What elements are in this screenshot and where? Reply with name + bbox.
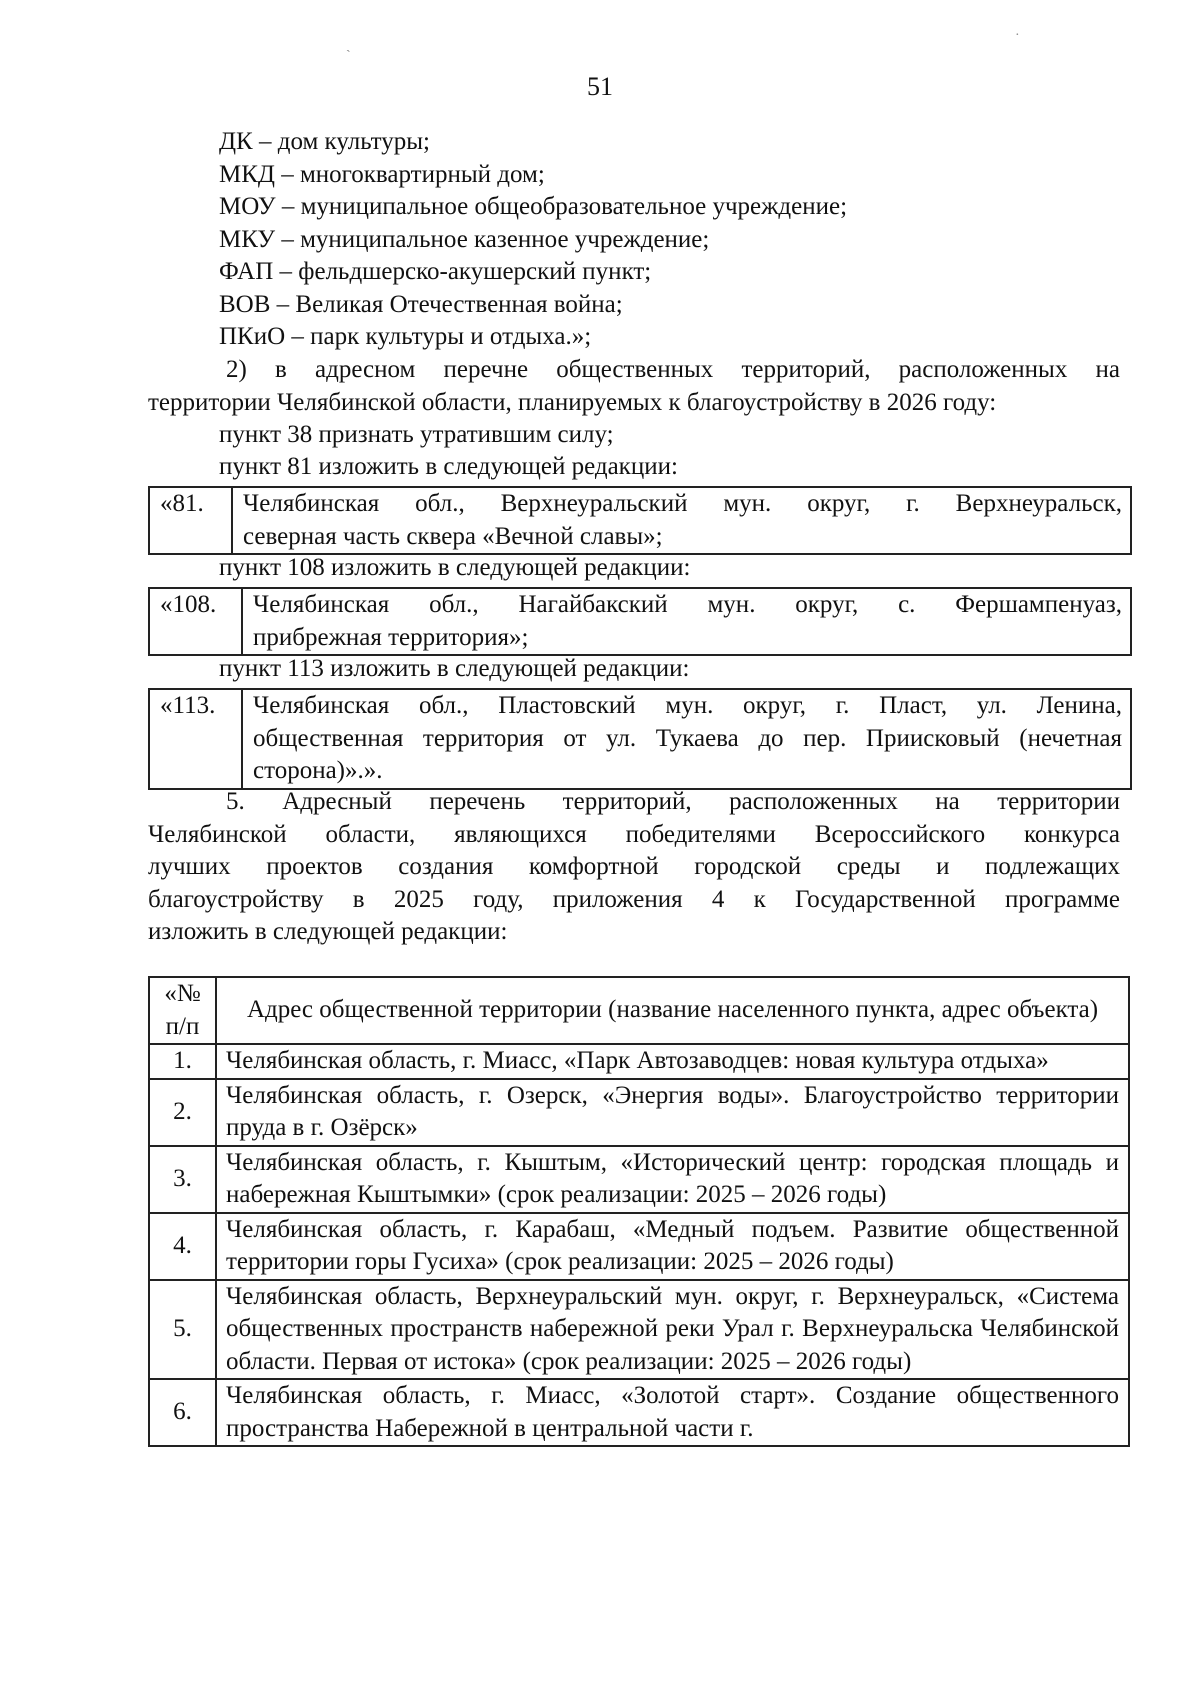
abbreviation-item: МКД – многоквартирный дом;: [219, 160, 545, 188]
header-number-line: п/п: [165, 1012, 200, 1040]
row-address: Челябинская область, г. Миасс, «Золотой старт». Создание общественного пространства Набережной в центральной части г.: [216, 1379, 1129, 1446]
paragraph-line: Челябинской области, являющихся победителями Всероссийского конкурса: [148, 820, 1120, 848]
item-text: [243, 690, 1130, 788]
item-81-intro: пункт 81 изложить в следующей редакции:: [219, 453, 678, 480]
paragraph-line: лучших проектов создания комфортной городской среды и подлежащих: [148, 853, 1120, 880]
item-number: «81.: [150, 488, 233, 553]
table-row: [149, 1280, 1129, 1380]
item-113-intro: пункт 113 изложить в следующей редакции:: [219, 655, 690, 682]
abbreviation-item: ПКиО – парк культуры и отдыха.»;: [219, 323, 592, 350]
table-row: [149, 1146, 1129, 1213]
item-text-line: Челябинская обл., Пластовский мун. округ, г. Пласт, ул. Ленина,: [253, 692, 1122, 719]
row-number: 2.: [149, 1079, 216, 1146]
item-38-text: пункт 38 признать утратившим силу;: [219, 421, 614, 448]
paragraph-line: территории Челябинской области, планируемых к благоустройству в 2026 году:: [148, 388, 997, 416]
scan-speck: ·: [1015, 28, 1020, 43]
paragraph-line: благоустройству в 2025 году, приложения 4 к Государственной программе: [148, 885, 1120, 913]
row-number: 3.: [149, 1146, 216, 1213]
table-header-row: [149, 977, 1129, 1044]
abbreviation-item: ДК – дом культуры;: [219, 128, 430, 155]
table-row: [149, 1044, 1129, 1079]
item-text: [233, 488, 1130, 553]
abbreviation-item: ФАП – фельдшерско-акушерский пункт;: [219, 258, 652, 285]
row-address: Челябинская область, г. Миасс, «Парк Автозаводцев: новая культура отдыха»: [216, 1044, 1129, 1079]
row-number: 4.: [149, 1213, 216, 1280]
abbreviation-item: МКУ – муниципальное казенное учреждение;: [219, 225, 710, 253]
item-108-intro: пункт 108 изложить в следующей редакции:: [219, 554, 691, 581]
item-text-line: северная часть сквера «Вечной славы»;: [243, 522, 663, 550]
row-number: 1.: [149, 1044, 216, 1079]
paragraph-line: 5. Адресный перечень территорий, расположенных на территории: [226, 788, 1120, 815]
header-address-cell: Адрес общественной территории (название населенного пункта, адрес объекта): [216, 977, 1129, 1044]
abbreviation-item: МОУ – муниципальное общеобразовательное учреждение;: [219, 193, 848, 220]
abbreviation-item: ВОВ – Великая Отечественная война;: [219, 290, 623, 318]
item-text-line: общественная территория от ул. Тукаева до пер. Приисковый (нечетная: [253, 724, 1122, 752]
paragraph-line: 2) в адресном перечне общественных территорий, расположенных на: [226, 356, 1120, 383]
table-row: [149, 1379, 1129, 1446]
table-row: [149, 1213, 1129, 1280]
row-number: 5.: [149, 1280, 216, 1380]
abbreviation-list: [219, 126, 847, 354]
replacement-box-113: [148, 688, 1132, 790]
paragraph-5: [148, 786, 1120, 949]
item-number: «108.: [150, 589, 243, 654]
item-text-line: Челябинская обл., Нагайбакский мун. округ, с. Фершампенуаз,: [253, 591, 1122, 618]
replacement-box-81: [148, 486, 1132, 555]
territories-table: [148, 976, 1130, 1447]
page-number: 51: [587, 72, 613, 101]
item-number: «113.: [150, 690, 243, 788]
item-text-line: сторона)».».: [253, 757, 383, 784]
paragraph-line: изложить в следующей редакции:: [148, 918, 508, 945]
row-address: Челябинская область, г. Карабаш, «Медный подъем. Развитие общественной территории горы Гусиха» (срок реализации: 2025 – 2026 годы): [216, 1213, 1129, 1280]
paragraph-2: [148, 354, 1120, 419]
row-address: Челябинская область, г. Озерск, «Энергия воды». Благоустройство территории пруда в г. Озёрск»: [216, 1079, 1129, 1146]
replacement-box-108: [148, 587, 1132, 656]
row-number: 6.: [149, 1379, 216, 1446]
item-text: [243, 589, 1130, 654]
row-address: Челябинская область, г. Кыштым, «Исторический центр: городская площадь и набережная Кыштымки» (срок реализации: 2025 – 2026 годы): [216, 1146, 1129, 1213]
table-row: [149, 1079, 1129, 1146]
scan-speck: ˏ: [346, 38, 351, 53]
header-number-line: «№: [164, 980, 201, 1007]
item-text-line: прибрежная территория»;: [253, 623, 529, 651]
item-text-line: Челябинская обл., Верхнеуральский мун. округ, г. Верхнеуральск,: [243, 490, 1122, 517]
header-number-cell: [149, 977, 216, 1044]
row-address: Челябинская область, Верхнеуральский мун. округ, г. Верхнеуральск, «Система общественных пространств набережной реки Урал г. Верхнеуральска Челябинской области. Первая от истока» (срок реализации: 2025 – 2026 годы): [216, 1280, 1129, 1380]
